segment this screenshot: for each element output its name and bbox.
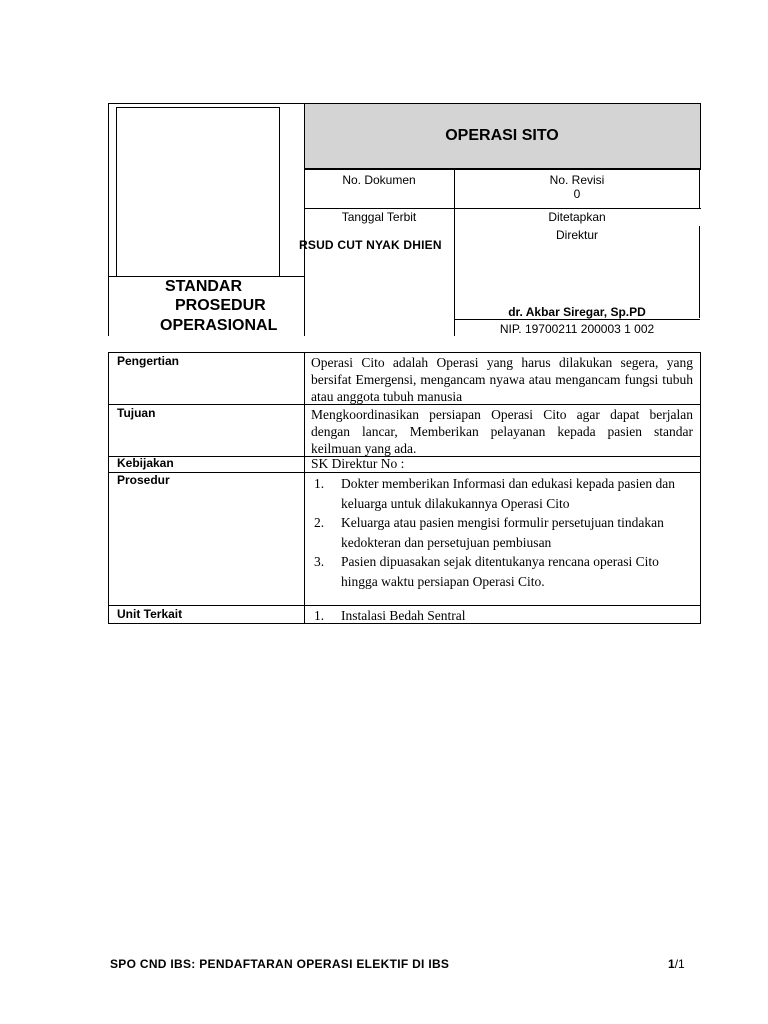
spo-line-2: PROSEDUR [175, 297, 266, 314]
list-item-number: 1. [314, 476, 325, 491]
list-item [312, 474, 682, 513]
director-label: Direktur [555, 228, 598, 242]
footer-page-current: 1 [668, 957, 675, 971]
list-item [312, 607, 682, 624]
footer-page-number [668, 957, 685, 971]
issue-date-label: Tanggal Terbit [341, 210, 417, 224]
row-text-pengertian: Operasi Cito adalah Operasi yang harus dilakukan segera, yang bersifat Emergensi, mengancam nyawa atau mengancam fungsi tubuh atau anggota tubuh manusia [311, 355, 693, 404]
list-item [312, 552, 682, 591]
list-item-text: Pasien dipuasakan sejak ditentukanya rencana operasi Cito hingga waktu persiapan Operasi Cito. [341, 554, 659, 589]
rev-no-label: No. Revisi [549, 173, 605, 187]
list-item-number: 2. [314, 515, 325, 530]
row-label-unit-terkait: Unit Terkait [117, 607, 183, 621]
page-title: OPERASI SITO [445, 127, 559, 144]
row-label-pengertian: Pengertian [117, 354, 180, 368]
list-item [312, 513, 682, 552]
row-label-kebijakan: Kebijakan [117, 456, 174, 470]
director-name: dr. Akbar Siregar, Sp.PD [508, 305, 646, 319]
unit-terkait-list [312, 607, 682, 624]
row-text-tujuan: Mengkoordinasikan persiapan Operasi Cito agar dapat berjalan dengan lancar, Memberikan pelayanan kepada pasien standar keilmuan yang ada. [311, 407, 693, 456]
list-item-text: Keluarga atau pasien mengisi formulir persetujuan tindakan kedokteran dan persetujuan pembiusan [341, 515, 664, 550]
logo-placeholder [116, 107, 280, 277]
rev-no-value: 0 [573, 187, 581, 201]
list-item-number: 1. [314, 608, 325, 623]
list-item-text: Instalasi Bedah Sentral [341, 608, 466, 623]
row-label-prosedur: Prosedur [117, 473, 170, 487]
established-label: Ditetapkan [548, 210, 606, 224]
hospital-name: RSUD CUT NYAK DHIEN [299, 238, 442, 252]
list-item-number: 3. [314, 554, 325, 569]
list-item-text: Dokter memberikan Informasi dan edukasi kepada pasien dan keluarga untuk dilakukannya Operasi Cito [341, 476, 676, 511]
spo-line-3: OPERASIONAL [160, 317, 278, 334]
prosedur-list [312, 474, 682, 591]
row-label-tujuan: Tujuan [117, 406, 156, 420]
spo-line-1: STANDAR [165, 278, 243, 295]
footer-doc-title: SPO CND IBS: PENDAFTARAN OPERASI ELEKTIF DI IBS [110, 957, 450, 971]
director-nip: NIP. 19700211 200003 1 002 [499, 322, 655, 336]
footer-page-total: /1 [674, 957, 685, 971]
row-text-kebijakan: SK Direktur No : [311, 456, 405, 471]
doc-no-label: No. Dokumen [342, 173, 416, 187]
